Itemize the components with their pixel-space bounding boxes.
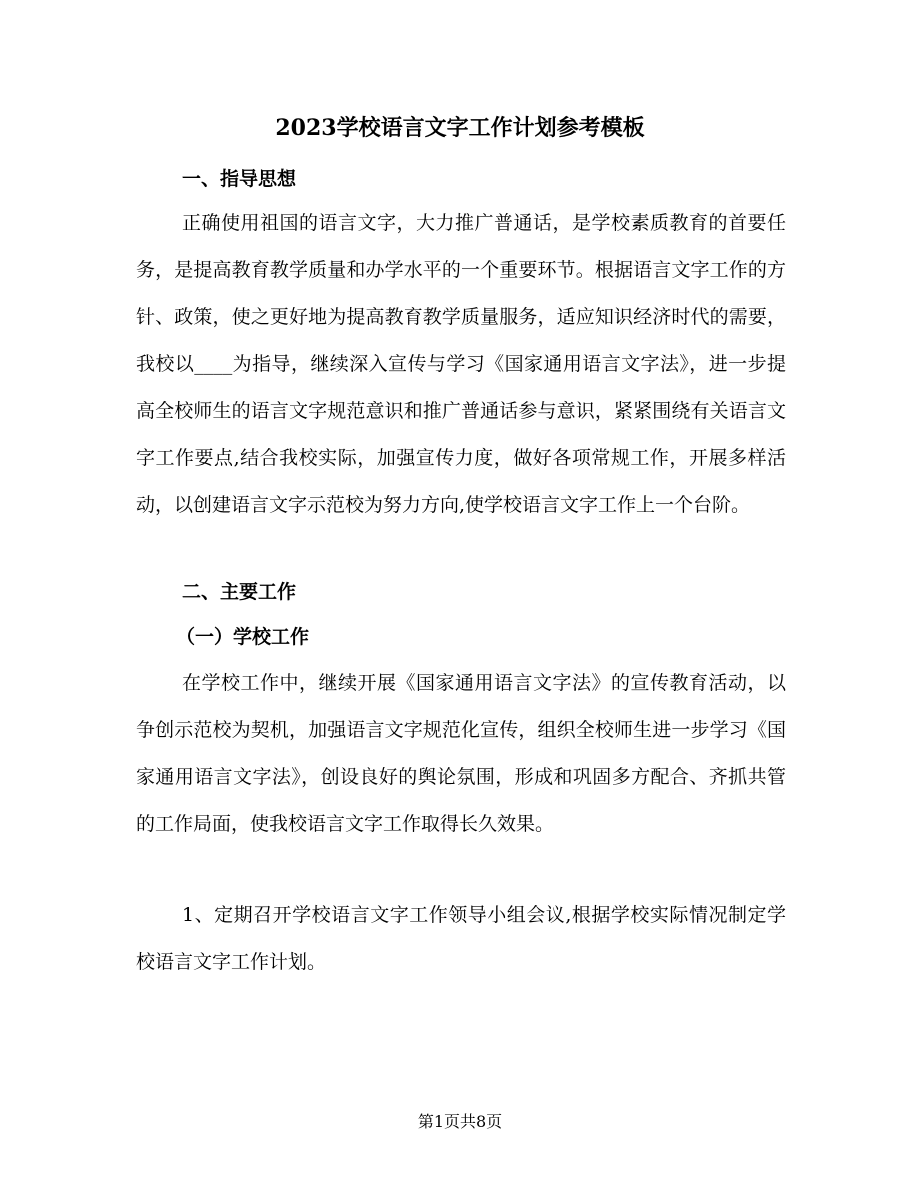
paragraph-guiding-ideology: 正确使用祖国的语言文字，大力推广普通话，是学校素质教育的首要任务，是提高教育教学质量和办学水平的一个重要环节。根据语言文字工作的方针、政策，使之更好地为提高教育教学质量服务，适应知识经济时代的需要，我校以____为指导，继续深入宣传与学习《国家通用语言文字法》，进一步提高全校师生的语言文字规范意识和推广普通话参与意识，紧紧围绕有关语言文字工作要点,结合我校实际，加强宣传力度，做好各项常规工作，开展多样活动，以创建语言文字示范校为努力方向,使学校语言文字工作上一个台阶。 bbox=[136, 212, 786, 516]
page-number-footer: 第1页共8页 bbox=[417, 1112, 503, 1131]
section-heading-main-work: 二、主要工作 bbox=[182, 581, 297, 603]
section-heading-guiding-ideology: 一、指导思想 bbox=[182, 168, 297, 190]
list-item-1: 1、定期召开学校语言文字工作领导小组会议,根据学校实际情况制定学校语言文字工作计划。 bbox=[136, 904, 786, 973]
paragraph-school-work: 在学校工作中，继续开展《国家通用语言文字法》的宣传教育活动，以争创示范校为契机，加强语言文字规范化宣传，组织全校师生进一步学习《国家通用语言文字法》，创设良好的舆论氛围，形成和巩固多方配合、齐抓共管的工作局面，使我校语言文字工作取得长久效果。 bbox=[136, 672, 786, 835]
document-title: 2023学校语言文字工作计划参考模板 bbox=[275, 115, 645, 141]
subsection-heading-school-work: （一）学校工作 bbox=[176, 626, 310, 648]
